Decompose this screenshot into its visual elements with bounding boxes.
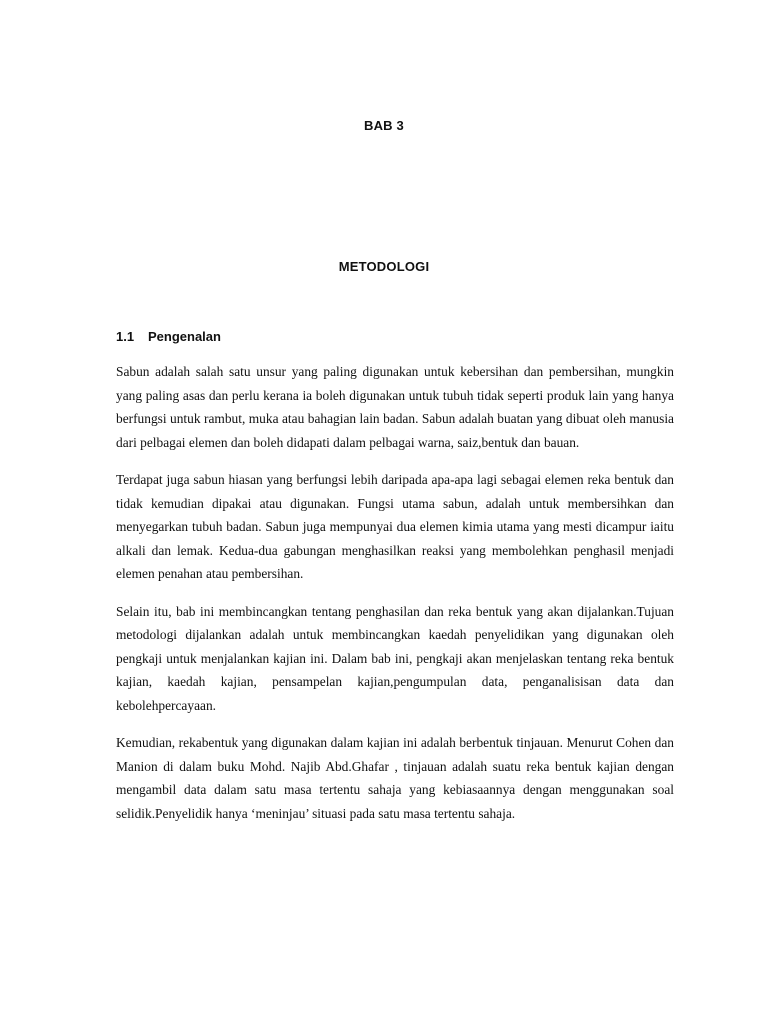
section-title: Pengenalan xyxy=(148,329,221,344)
paragraph: Terdapat juga sabun hiasan yang berfungsi lebih daripada apa-apa lagi sebagai elemen reka bentuk dan tidak kemudian dipakai atau digunakan. Fungsi utama sabun, adalah untuk membersihkan dan menyegarkan tubuh badan. Sabun juga mempunyai dua elemen kimia utama yang mesti dicampur iaitu alkali dan lemak. Kedua-dua gabungan menghasilkan reaksi yang membolehkan penghasil menjadi elemen penahan atau pembersihan. xyxy=(116,472,674,581)
chapter-title: METODOLOGI xyxy=(338,259,430,274)
chapter-number: BAB 3 xyxy=(363,118,404,133)
paragraph: Kemudian, rekabentuk yang digunakan dalam kajian ini adalah berbentuk tinjauan. Menurut Cohen dan Manion di dalam buku Mohd. Najib Abd.Ghafar , tinjauan adalah suatu reka bentuk kajian dengan mengambil data dalam satu masa tertentu sahaja yang kebiasaannya dengan menggunakan soal selidik.Penyelidik hanya ‘meninjau’ situasi pada satu masa tertentu sahaja. xyxy=(116,735,674,821)
paragraph: Sabun adalah salah satu unsur yang paling digunakan untuk kebersihan dan pembersihan, mungkin yang paling asas dan perlu kerana ia boleh digunakan untuk tubuh tidak seperti produk lain yang hanya berfungsi untuk rambut, muka atau bahagian lain badan. Sabun adalah buatan yang dibuat oleh manusia dari pelbagai elemen dan boleh didapati dalam pelbagai warna, saiz,bentuk dan bauan. xyxy=(116,364,674,450)
section-number: 1.1 xyxy=(116,329,135,344)
body-text xyxy=(116,360,674,839)
paragraph: Selain itu, bab ini membincangkan tentang penghasilan dan reka bentuk yang akan dijalankan.Tujuan metodologi dijalankan adalah untuk membincangkan kaedah penyelidikan yang digunakan oleh pengkaji untuk menjalankan kajian ini. Dalam bab ini, pengkaji akan menjelaskan tentang reka bentuk kajian, kaedah kajian, pensampelan kajian,pengumpulan data, penganalisisan data dan kebolehpercayaan. xyxy=(116,603,674,713)
section-heading xyxy=(116,329,221,344)
